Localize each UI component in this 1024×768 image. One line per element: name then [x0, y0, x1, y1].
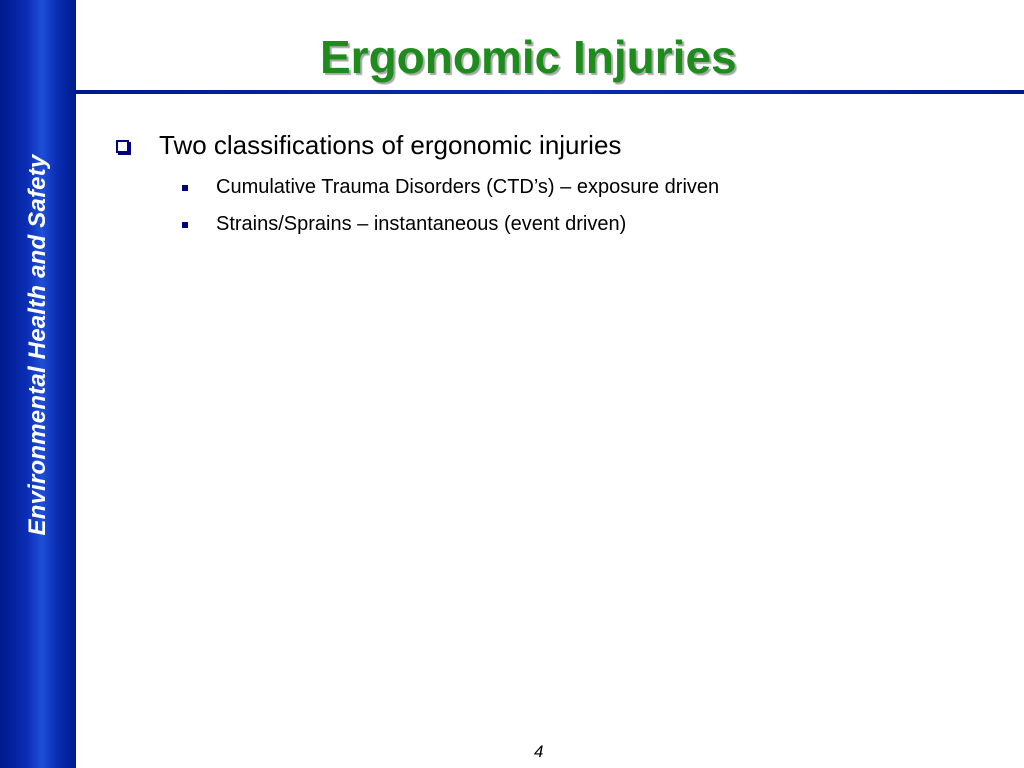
- side-banner-label: Environmental Health and Safety: [24, 154, 51, 536]
- slide-title: Ergonomic Injuries: [320, 31, 737, 83]
- bullet-level2: [182, 213, 626, 236]
- bullet-level2-text: Strains/Sprains – instantaneous (event driven): [216, 213, 627, 235]
- page-number: 4: [534, 742, 544, 761]
- filled-square-bullet-icon: [182, 222, 188, 228]
- bullet-level2: [182, 176, 719, 199]
- bullet-level1-text: Two classifications of ergonomic injuries: [159, 130, 622, 160]
- side-banner: [0, 0, 76, 768]
- title-divider: [76, 90, 1024, 94]
- bullet-level2-text: Cumulative Trauma Disorders (CTD’s) – exposure driven: [216, 176, 720, 198]
- bullet-level1: [116, 130, 621, 161]
- hollow-square-bullet-icon: [116, 140, 129, 153]
- filled-square-bullet-icon: [182, 185, 188, 191]
